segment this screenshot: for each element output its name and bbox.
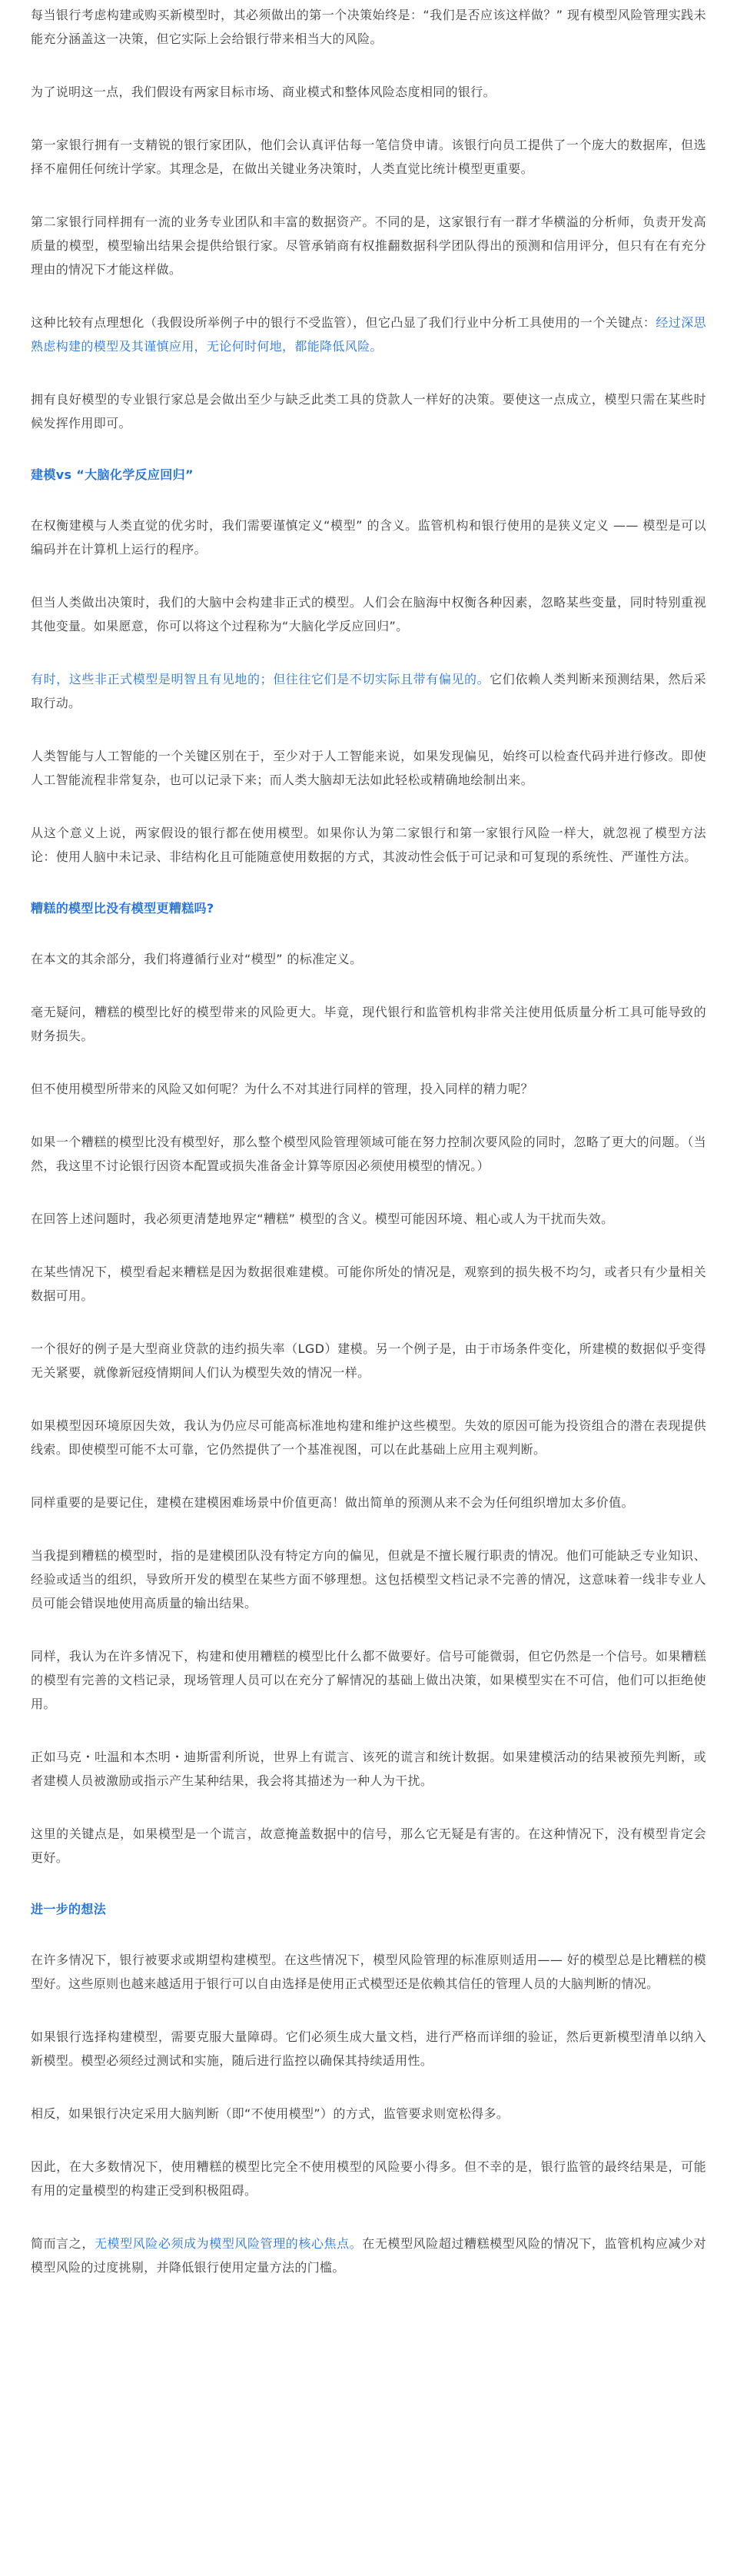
paragraph: 如果银行选择构建模型，需要克服大量障碍。它们必须生成大量文档，进行严格而详细的验证，然后更新模型清单以纳入新模型。模型必须经过测试和实施，随后进行监控以确保其持续适用性。	[31, 2029, 706, 2068]
paragraph	[31, 311, 706, 358]
paragraph: 同样，我认为在许多情况下，构建和使用糟糕的模型比什么都不做要好。信号可能微弱，但它仍然是一个信号。如果糟糕的模型有完善的文档记录，现场管理人员可以在充分了解情况的基础上做出决策，如果模型实在不可信，他们可以拒绝使用。	[31, 1649, 706, 1711]
paragraph: 但当人类做出决策时，我们的大脑中会构建非正式的模型。人们会在脑海中权衡各种因素，忽略某些变量，同时特别重视其他变量。如果愿意，你可以将这个过程称为“大脑化学反应回归”。	[31, 595, 706, 633]
paragraph: 拥有良好模型的专业银行家总是会做出至少与缺乏此类工具的贷款人一样好的决策。要使这一点成立，模型只需在某些时候发挥作用即可。	[31, 392, 706, 430]
paragraph: 当我提到糟糕的模型时，指的是建模团队没有特定方向的偏见，但就是不擅长履行职责的情况。他们可能缺乏专业知识、经验或适当的组织，导致所开发的模型在某些方面不够理想。这包括模型文档记录不完善的情况，这意味着一线非专业人员可能会错误地使用高质量的输出结果。	[31, 1548, 706, 1610]
paragraph: 但不使用模型所带来的风险又如何呢？为什么不对其进行同样的管理，投入同样的精力呢？	[31, 1082, 534, 1096]
paragraph-text: 在无模型风险超过糟糕模型风险的情况下，监管机构应减少对模型风险的过度挑剔，并降低银行使用定量方法的门槛。	[31, 2236, 706, 2275]
highlighted-text: 无模型风险必须成为模型风险管理的核心焦点。	[94, 2236, 363, 2251]
paragraph: 在回答上述问题时，我必须更清楚地界定“糟糕” 模型的含义。模型可能因环境、粗心或人为干扰而失效。	[31, 1212, 614, 1226]
paragraph: 在许多情况下，银行被要求或期望构建模型。在这些情况下，模型风险管理的标准原则适用—— 好的模型总是比糟糕的模型好。这些原则也越来越适用于银行可以自由选择是使用正式模型还是依赖其信任的管理人员的大脑判断的情况。	[31, 1953, 706, 1991]
paragraph	[31, 667, 706, 715]
paragraph: 这里的关键点是，如果模型是一个谎言，故意掩盖数据中的信号，那么它无疑是有害的。在这种情况下，没有模型肯定会更好。	[31, 1826, 706, 1865]
paragraph: 在本文的其余部分，我们将遵循行业对“模型” 的标准定义。	[31, 952, 363, 966]
paragraph: 从这个意义上说，两家假设的银行都在使用模型。如果你认为第二家银行和第一家银行风险一样大，就忽视了模型方法论：使用人脑中未记录、非结构化且可能随意使用数据的方式，其波动性会低于可记录和可复现的系统性、严谨性方法。	[31, 826, 706, 864]
paragraph: 第二家银行同样拥有一流的业务专业团队和丰富的数据资产。不同的是，这家银行有一群才华横溢的分析师，负责开发高质量的模型，模型输出结果会提供给银行家。尽管承销商有权推翻数据科学团队得出的预测和信用评分，但只有在有充分理由的情况下才能这样做。	[31, 214, 706, 277]
paragraph: 正如马克・吐温和本杰明・迪斯雷利所说，世界上有谎言、该死的谎言和统计数据。如果建模活动的结果被预先判断，或者建模人员被激励或指示产生某种结果，我会将其描述为一种人为干扰。	[31, 1750, 706, 1788]
section-heading: 进一步的想法	[31, 1902, 107, 1916]
paragraph: 第一家银行拥有一支精锐的银行家团队，他们会认真评估每一笔信贷申请。该银行向员工提供了一个庞大的数据库，但选择不雇佣任何统计学家。其理念是，在做出关键业务决策时，人类直觉比统计模型更重要。	[31, 138, 706, 176]
paragraph: 每当银行考虑构建或购买新模型时，其必须做出的第一个决策始终是：“我们是否应该这样做？” 现有模型风险管理实践未能充分涵盖这一决策，但它实际上会给银行带来相当大的风险。	[31, 8, 706, 46]
paragraph: 在某些情况下，模型看起来糟糕是因为数据很难建模。可能你所处的情况是，观察到的损失极不均匀，或者只有少量相关数据可用。	[31, 1265, 706, 1303]
paragraph: 一个很好的例子是大型商业贷款的违约损失率（LGD）建模。另一个例子是，由于市场条件变化，所建模的数据似乎变得无关紧要，就像新冠疫情期间人们认为模型失效的情况一样。	[31, 1341, 706, 1380]
highlighted-text: 有时，这些非正式模型是明智且有见地的；但往往它们是不切实际且带有偏见的。	[31, 672, 490, 686]
paragraph: 同样重要的是要记住，建模在建模困难场景中价值更高！做出简单的预测从来不会为任何组织增加太多价值。	[31, 1495, 634, 1510]
section-heading: 糟糕的模型比没有模型更糟糕吗?	[31, 901, 214, 916]
paragraph-text: 简而言之，	[31, 2236, 95, 2251]
paragraph: 为了说明这一点，我们假设有两家目标市场、商业模式和整体风险态度相同的银行。	[31, 85, 496, 99]
paragraph: 如果一个糟糕的模型比没有模型好，那么整个模型风险管理领域可能在努力控制次要风险的同时，忽略了更大的问题。（当然，我这里不讨论银行因资本配置或损失准备金计算等原因必须使用模型的情况。）	[31, 1135, 706, 1173]
section-heading: 建模vs “大脑化学反应回归”	[31, 467, 194, 482]
paragraph-text: 它们依赖人类判断来预测结果，然后采取行动。	[31, 672, 706, 710]
paragraph: 在权衡建模与人类直觉的优劣时，我们需要谨慎定义“模型” 的含义。监管机构和银行使用的是狭义定义 —— 模型是可以编码并在计算机上运行的程序。	[31, 518, 706, 557]
highlighted-text: 经过深思熟虑构建的模型及其谨慎应用，无论何时何地，都能降低风险。	[31, 315, 706, 354]
paragraph-text: 这种比较有点理想化（我假设所举例子中的银行不受监管），但它凸显了我们行业中分析工具使用的一个关键点：	[31, 315, 656, 330]
paragraph: 人类智能与人工智能的一个关键区别在于，至少对于人工智能来说，如果发现偏见，始终可以检查代码并进行修改。即使人工智能流程非常复杂，也可以记录下来；而人类大脑却无法如此轻松或精确地绘制出来。	[31, 749, 706, 787]
paragraph: 因此，在大多数情况下，使用糟糕的模型比完全不使用模型的风险要小得多。但不幸的是，银行监管的最终结果是，可能有用的定量模型的构建正受到积极阻碍。	[31, 2159, 706, 2198]
paragraph	[31, 2232, 706, 2279]
paragraph: 毫无疑问，糟糕的模型比好的模型带来的风险更大。毕竟，现代银行和监管机构非常关注使用低质量分析工具可能导致的财务损失。	[31, 1005, 706, 1043]
paragraph: 相反，如果银行决定采用大脑判断（即“不使用模型”）的方式，监管要求则宽松得多。	[31, 2106, 510, 2121]
paragraph: 如果模型因环境原因失效，我认为仍应尽可能高标准地构建和维护这些模型。失效的原因可能为投资组合的潜在表现提供线索。即使模型可能不太可靠，它仍然提供了一个基准视图，可以在此基础上应用主观判断。	[31, 1418, 706, 1457]
